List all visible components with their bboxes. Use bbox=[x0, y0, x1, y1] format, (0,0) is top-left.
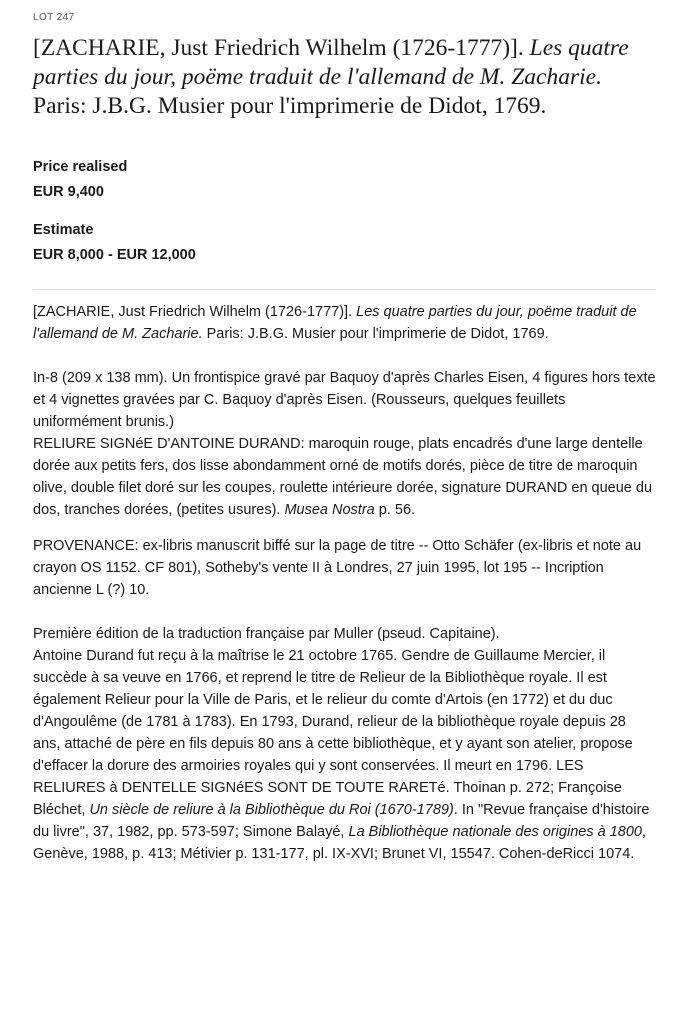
desc-work: Les quatre parties du jour, poëme traduit de l'allemand de M. Zacharie. bbox=[33, 304, 637, 342]
price-realised-label: Price realised bbox=[33, 159, 128, 175]
reference-balaye: La Bibliothèque nationale des origines à 1800 bbox=[348, 824, 642, 840]
estimate bbox=[33, 220, 656, 265]
note-references: , Genève, 1988, p. 413; Métivier p. 131-177, pl. IX-XVI; Brunet VI, 15547. Cohen-deRicci 1074. bbox=[33, 824, 646, 862]
binding-text: RELIURE SIGNéE D'ANTOINE DURAND: maroquin rouge, plats encadrés d'une large dentelle dorée aux petits fers, dos lisse abondamment orné de motifs dorés, pièce de titre de maroquin olive, double filet doré sur les coupes, roulette intérieure dorée, signature DURAND en queue du dos, tranches dorées, (petites usures). bbox=[33, 436, 653, 518]
binding-page: p. 56. bbox=[378, 502, 416, 518]
provenance: PROVENANCE: ex-libris manuscrit biffé sur la page de titre -- Otto Schäfer (ex-libris et note au crayon OS 1152. CF 801), Sotheby's vente II à Londres, 27 juin 1995, lot 195 -- Incription ancienne L (?) 10. bbox=[33, 538, 642, 598]
title-imprint: Paris: J.B.G. Musier pour l'imprimerie de Didot, 1769. bbox=[33, 93, 547, 119]
note-revue: . In "Revue française d'histoire du livre", 37, 1982, pp. 573-597; Simone Balayé, bbox=[33, 802, 650, 840]
title-author: [ZACHARIE, Just Friedrich Wilhelm (1726-1777)]. bbox=[33, 35, 524, 61]
title-work: Les quatre parties du jour, poëme traduit de l'allemand de M. Zacharie. bbox=[33, 35, 629, 90]
price-realised-value: EUR 9,400 bbox=[33, 184, 104, 200]
lot-title bbox=[33, 34, 656, 121]
price-realised bbox=[33, 157, 656, 202]
price-section bbox=[33, 157, 656, 265]
binding bbox=[33, 433, 656, 521]
note-first-edition: Première édition de la traduction française par Muller (pseud. Capitaine). bbox=[33, 626, 500, 642]
binding-reference: Musea Nostra bbox=[284, 502, 375, 518]
divider bbox=[33, 289, 656, 290]
estimate-value: EUR 8,000 - EUR 12,000 bbox=[33, 247, 196, 263]
description-heading bbox=[33, 301, 656, 345]
lot-description bbox=[33, 301, 656, 865]
collation: In-8 (209 x 138 mm). Un frontispice gravé par Baquoy d'après Charles Eisen, 4 figures hors texte et 4 vignettes gravées par C. Baquoy d'après Eisen. (Rousseurs, quelques feuillets uniformément brunis.) bbox=[33, 370, 656, 430]
desc-author: [ZACHARIE, Just Friedrich Wilhelm (1726-1777)]. bbox=[33, 304, 353, 320]
note-durand-text: Antoine Durand fut reçu à la maîtrise le 21 octobre 1765. Gendre de Guillaume Mercier, il succède à sa veuve en 1766, et reprend le titre de Relieur de la Bibliothèque royale. Il est également Relieur pour la Ville de Paris, et le relieur du comte d'Artois (en 1772) et du duc d'Angoulême (de 1781 à 1783). En 1793, Durand, relieur de la bibliothèque royale depuis 28 ans, attaché de père en fils depuis 80 ans à cette bibliothèque, et y ayant son atelier, propose d'effacer la dorure des armoiries royales qui y sont conservées. Il meurt en 1796. LES RELIURES à DENTELLE SIGNéES SONT DE TOUTE RARETé. Thoinan p. 272; Françoise Bléchet, bbox=[33, 648, 633, 818]
lot-number: LOT 247 bbox=[33, 12, 75, 23]
desc-imprint: Paris: J.B.G. Musier pour l'imprimerie de Didot, 1769. bbox=[206, 326, 549, 342]
reference-blechet: Un siècle de reliure à la Bibliothèque du Roi (1670-1789) bbox=[89, 802, 454, 818]
note-durand bbox=[33, 645, 656, 865]
estimate-label: Estimate bbox=[33, 222, 94, 238]
